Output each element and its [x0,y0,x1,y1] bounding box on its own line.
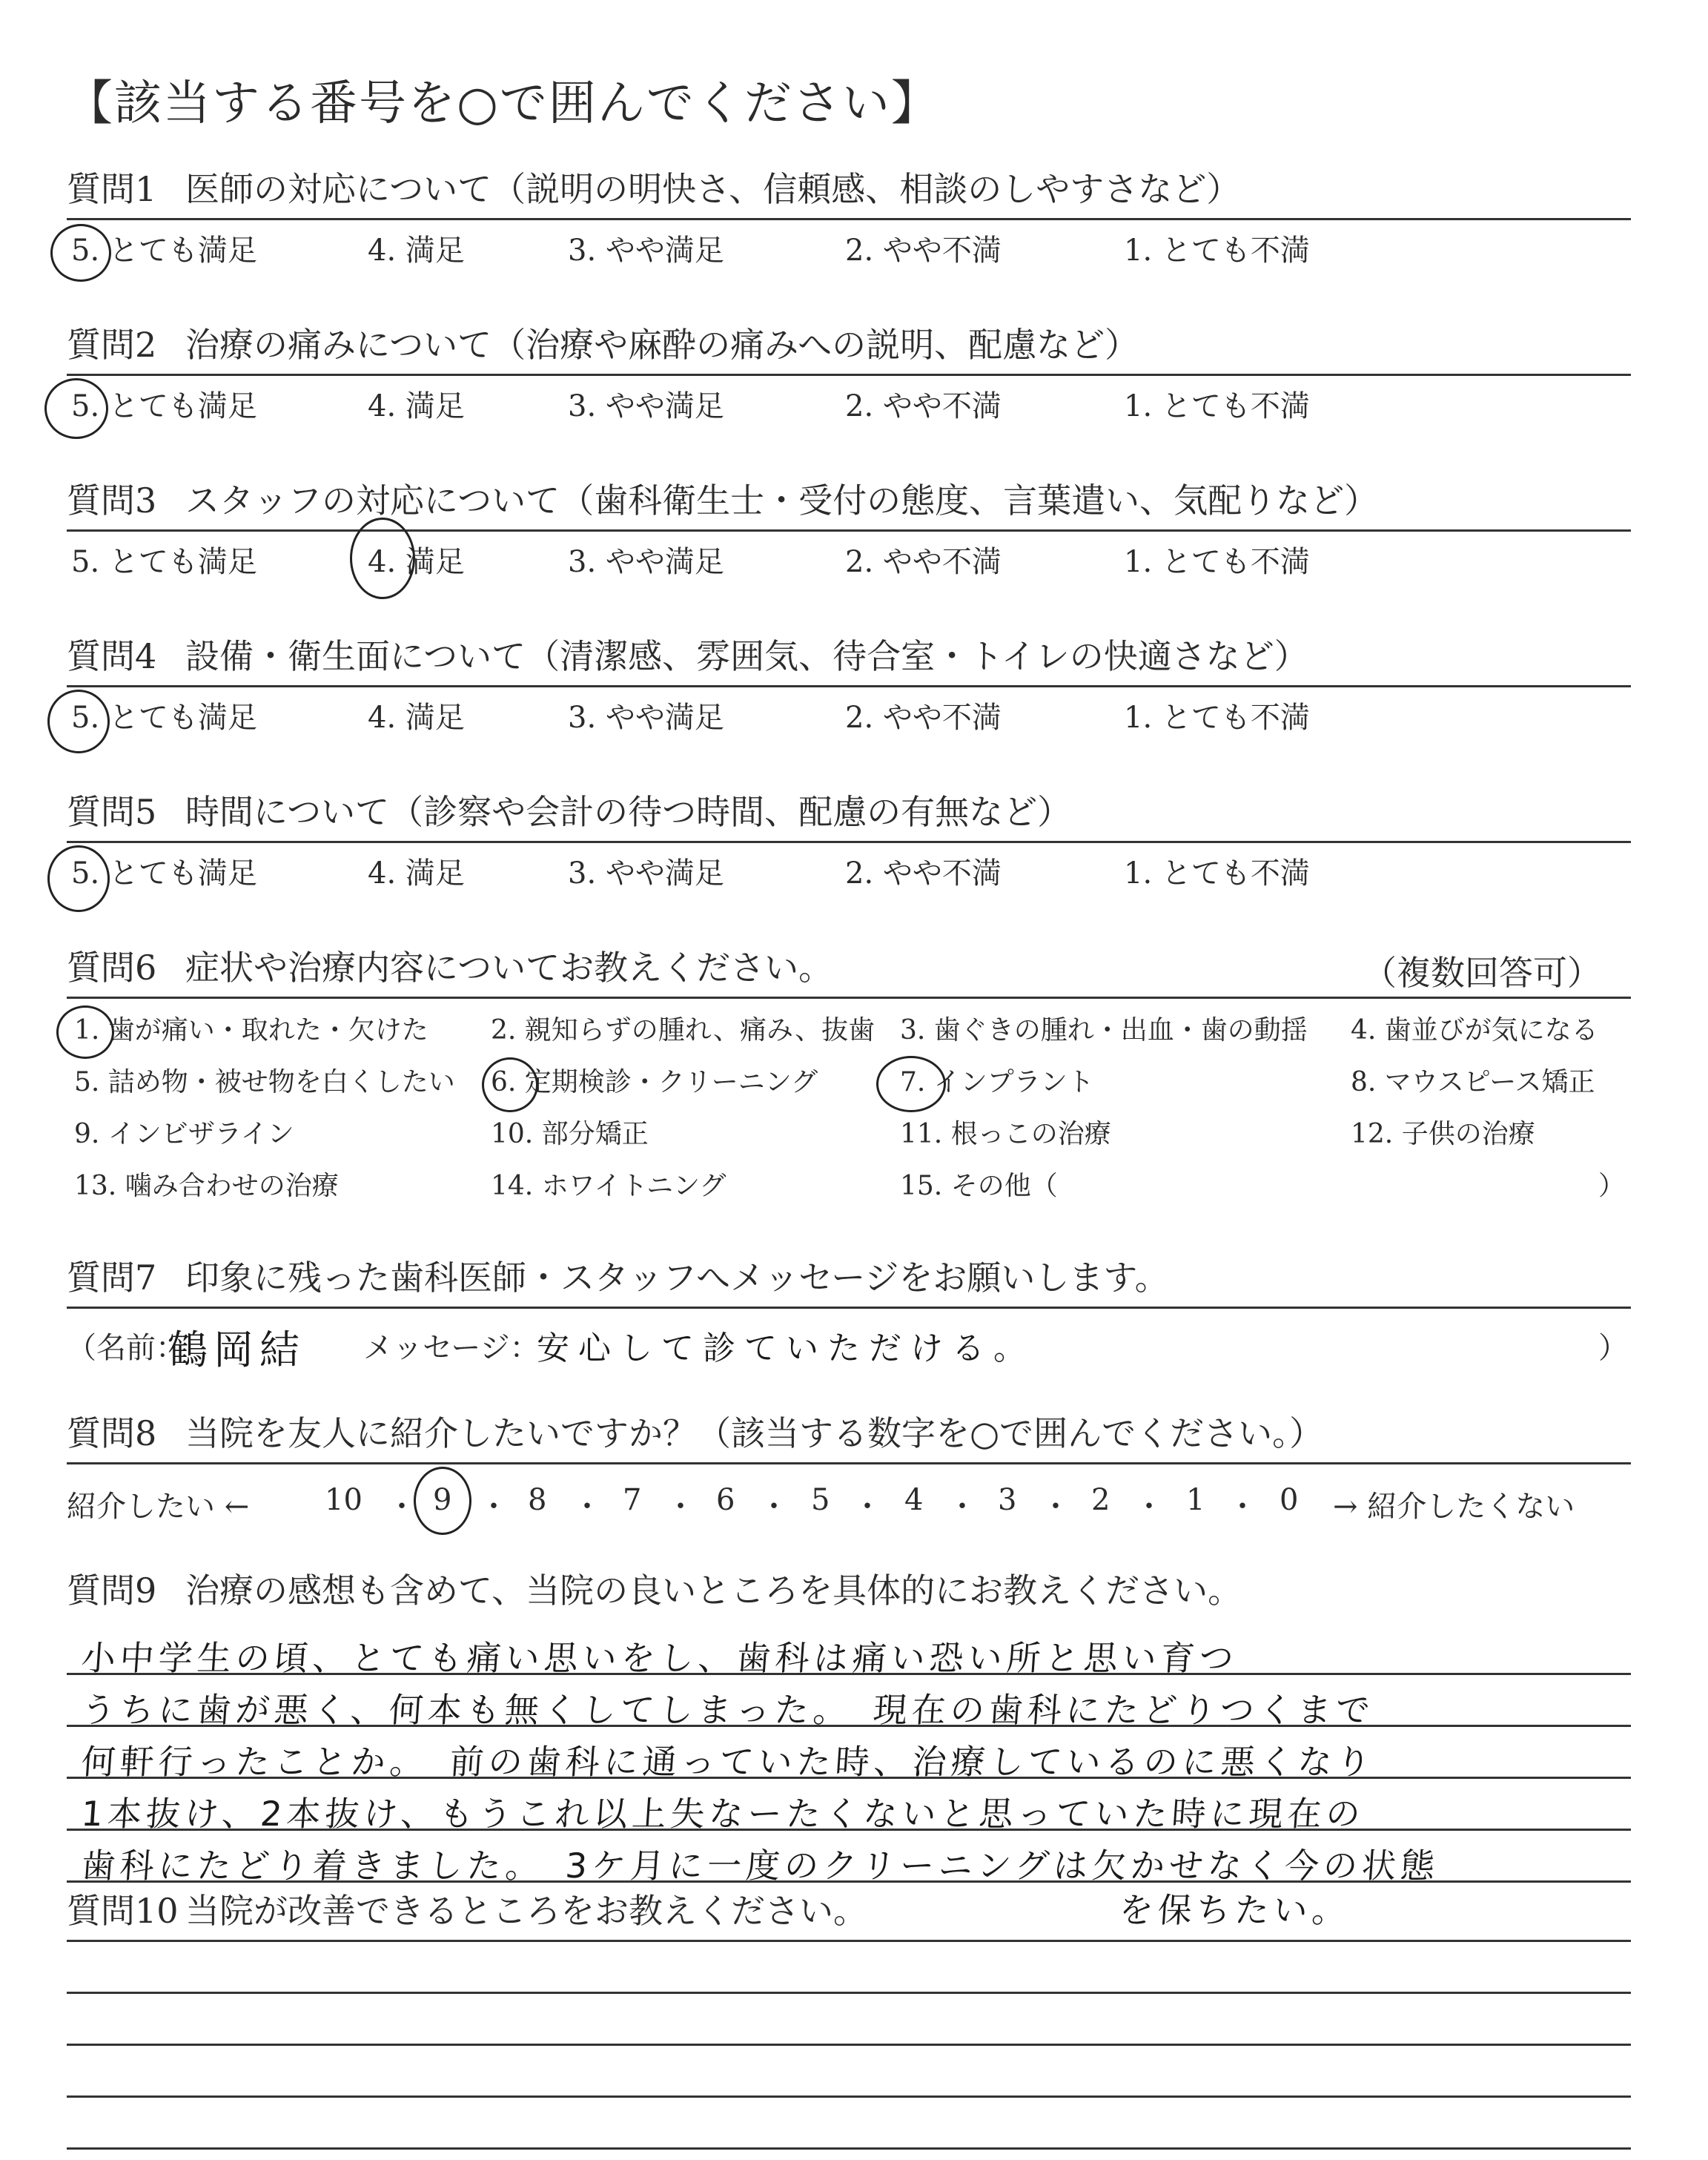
question-10 [67,1886,1631,1931]
question-number: 質問6 [67,948,157,988]
scale-option-1[interactable]: 1 [1186,1483,1205,1517]
scale-dot: ・ [1134,1490,1164,1524]
message-field[interactable]: 安心して診ていただける。 [537,1330,1035,1367]
symptom-option-3[interactable]: 3. 歯ぐきの腫れ・出血・歯の動揺 [900,1015,1308,1046]
question-number: 質問8 [67,1413,157,1453]
question-3 [67,476,1631,579]
answer-line [67,2147,1631,2150]
selection-circle [47,845,110,912]
rating-option-2[interactable]: 2. やや不満 [845,234,1002,268]
scale-dot: ・ [1228,1490,1257,1524]
question-number: 質問10 [67,1891,179,1931]
scale-option-7[interactable]: 7 [623,1483,642,1517]
question-9 [67,1566,1631,1611]
question-text: 印象に残った歯科医師・スタッフへメッセージをお願いします。 [185,1258,1169,1298]
name-field[interactable]: 鶴岡結 [168,1327,305,1373]
symptom-option-4[interactable]: 4. 歯並びが気になる [1351,1015,1598,1046]
answer-text-line-6: を保ちたい。 [1117,1890,1352,1930]
scale-option-8[interactable]: 8 [528,1483,547,1517]
question-text: 医師の対応について（説明の明快さ、信頼感、相談のしやすさなど） [185,169,1241,209]
symptom-option-10[interactable]: 10. 部分矯正 [491,1119,649,1149]
symptom-option-13[interactable]: 13. 噛み合わせの治療 [74,1171,339,1201]
answer-text-line-2: うちに歯が悪く、何本も無くしてしまった。 現在の歯科にたどりつくまで [79,1690,1376,1730]
rating-option-1[interactable]: 1. とても不満 [1124,234,1310,268]
scale-option-3[interactable]: 3 [998,1483,1017,1517]
question-7 [67,1253,1631,1373]
rating-option-5[interactable]: 5. とても満足 [71,545,257,579]
symptom-option-8[interactable]: 8. マウスピース矯正 [1351,1067,1595,1097]
rating-option-4[interactable]: 4. 満足 [368,234,465,268]
selection-circle [876,1056,946,1112]
question-text: 設備・衛生面について（清潔感、雰囲気、待合室・トイレの快適さなど） [185,636,1308,676]
rating-option-2[interactable]: 2. やや不満 [845,856,1002,891]
selection-circle [47,690,110,753]
question-text: スタッフの対応について（歯科衛生士・受付の態度、言葉遣い、気配りなど） [185,480,1379,521]
symptom-option-7[interactable]: 7. インプラント [900,1067,1094,1097]
answer-text-line-1: 小中学生の頃、とても痛い思いをし、歯科は痛い恐い所と思い育つ [79,1638,1239,1678]
scale-option-2[interactable]: 2 [1091,1483,1110,1517]
question-rule [67,374,1631,376]
question-number: 質問5 [67,792,157,832]
rating-option-5[interactable]: 5. とても満足 [71,856,257,891]
scale-dot: ・ [759,1490,789,1524]
symptom-option-6[interactable]: 6. 定期検診・クリーニング [491,1067,818,1097]
symptom-option-15[interactable]: 15. その他（ [900,1171,1058,1201]
rating-option-3[interactable]: 3. やや満足 [568,234,724,268]
question-5 [67,787,1631,891]
rating-option-3[interactable]: 3. やや満足 [568,701,724,735]
symptom-option-12[interactable]: 12. 子供の治療 [1351,1119,1535,1149]
answer-text-line-5: 歯科にたどり着きました。 3ケ月に一度のクリーニングは欠かせなく今の状態 [79,1846,1441,1886]
rating-option-5[interactable]: 5. とても満足 [71,701,257,735]
rating-option-1[interactable]: 1. とても不満 [1124,701,1310,735]
name-label: （名前： [67,1331,185,1365]
question-rule [67,1462,1631,1464]
question-number: 質問2 [67,325,157,365]
question-number: 質問3 [67,480,157,521]
rating-option-1[interactable]: 1. とても不満 [1124,389,1310,423]
symptom-option-11[interactable]: 11. 根っこの治療 [900,1119,1111,1149]
answer-line [67,1992,1631,1994]
rating-option-1[interactable]: 1. とても不満 [1124,545,1310,579]
question-rule [67,218,1631,220]
question-text: 治療の痛みについて（治療や麻酔の痛みへの説明、配慮など） [185,325,1139,365]
other-close-paren: ） [1598,1171,1626,1201]
rating-option-4[interactable]: 4. 満足 [368,545,465,579]
scale-dot: ・ [479,1490,509,1524]
scale-option-4[interactable]: 4 [904,1483,924,1517]
selection-circle [44,378,108,439]
scale-right-label: → 紹介したくない [1333,1490,1575,1524]
answer-line [67,1940,1631,1942]
question-number: 質問4 [67,636,157,676]
scale-left-label: 紹介したい ← [67,1490,250,1524]
question-1 [67,165,1631,268]
form-title: 【該当する番号を○で囲んでください】 [65,76,940,131]
selection-circle [350,518,415,599]
scale-option-5[interactable]: 5 [811,1483,830,1517]
scale-dot: ・ [947,1490,977,1524]
question-number: 質問1 [67,169,157,209]
question-rule [67,841,1631,843]
question-text: 治療の感想も含めて、当院の良いところを具体的にお教えください。 [185,1571,1242,1611]
symptom-option-5[interactable]: 5. 詰め物・被せ物を白くしたい [74,1067,455,1097]
scale-option-10[interactable]: 10 [325,1483,363,1517]
scale-dot: ・ [666,1490,695,1524]
scale-dot: ・ [853,1490,882,1524]
question-text: 当院が改善できるところをお教えください。 [185,1891,867,1931]
rating-option-5[interactable]: 5. とても満足 [71,389,257,423]
rating-option-5[interactable]: 5. とても満足 [71,234,257,268]
scale-dot: ・ [572,1490,602,1524]
scale-dot: ・ [387,1490,417,1524]
answer-text-line-3: 何軒行ったことか。 前の歯科に通っていた時、治療しているのに悪くなり [79,1742,1377,1782]
question-text: 当院を友人に紹介したいですか？（該当する数字を○で囲んでください。） [185,1413,1324,1453]
question-rule [67,1307,1631,1309]
rating-option-3[interactable]: 3. やや満足 [568,856,724,891]
question-number: 質問9 [67,1571,157,1611]
selection-circle [56,1005,114,1059]
rating-option-2[interactable]: 2. やや不満 [845,701,1002,735]
scale-dot: ・ [1041,1490,1070,1524]
answer-line [67,2044,1631,2046]
question-2 [67,320,1631,423]
rating-option-3[interactable]: 3. やや満足 [568,545,724,579]
rating-option-1[interactable]: 1. とても不満 [1124,856,1310,891]
symptom-option-9[interactable]: 9. インビザライン [74,1119,294,1149]
question-text: 症状や治療内容についてお教えください。 [185,948,833,988]
answer-line [67,2095,1631,2098]
question-rule [67,529,1631,532]
message-close-paren: ） [1598,1331,1628,1365]
question-4 [67,632,1631,735]
symptom-option-14[interactable]: 14. ホワイトニング [491,1171,726,1201]
selection-circle [50,224,111,282]
rating-option-4[interactable]: 4. 満足 [368,701,465,735]
message-label: メッセージ： [363,1331,540,1365]
multiple-answers-note: （複数回答可） [1363,953,1601,993]
question-number: 質問7 [67,1258,157,1298]
question-text: 時間について（診察や会計の待つ時間、配慮の有無など） [185,792,1072,832]
question-8 [67,1409,1631,1524]
rating-option-3[interactable]: 3. やや満足 [568,389,724,423]
rating-option-2[interactable]: 2. やや不満 [845,389,1002,423]
symptom-option-1[interactable]: 1. 歯が痛い・取れた・欠けた [74,1015,428,1046]
question-6 [67,943,1631,1201]
question-rule [67,997,1631,999]
selection-circle [414,1467,471,1535]
rating-option-4[interactable]: 4. 満足 [368,856,465,891]
scale-option-6[interactable]: 6 [716,1483,735,1517]
answer-text-line-4: 1本抜け、2本抜け、もうこれ以上失なーたくないと思っていた時に現在の [79,1794,1366,1834]
selection-circle [482,1057,538,1112]
question-rule [67,685,1631,687]
rating-option-2[interactable]: 2. やや不満 [845,545,1002,579]
scale-option-9[interactable]: 9 [433,1483,452,1517]
rating-option-4[interactable]: 4. 満足 [368,389,465,423]
scale-option-0[interactable]: 0 [1280,1483,1299,1517]
symptom-option-2[interactable]: 2. 親知らずの腫れ、痛み、抜歯 [491,1015,875,1046]
